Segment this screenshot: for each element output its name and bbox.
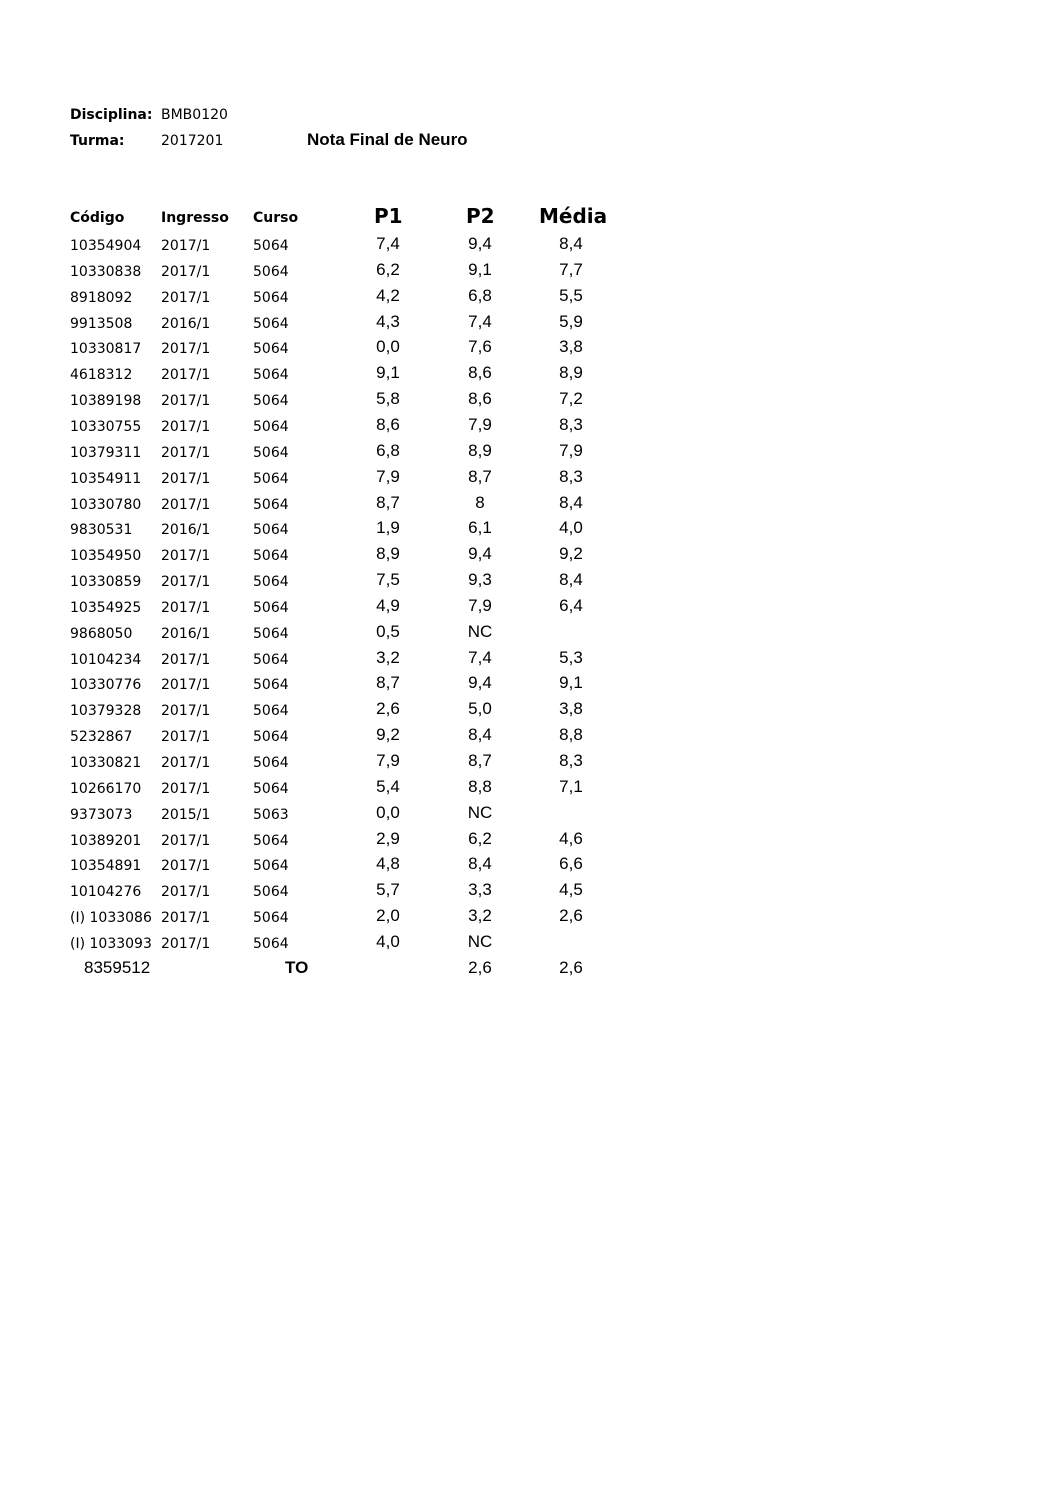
cell-p2: 9,4 — [468, 673, 492, 693]
cell-codigo: (I) 1033086 — [70, 910, 152, 927]
table-row — [0, 854, 1058, 880]
cell-p2: 8,7 — [468, 466, 492, 486]
cell-p2: NC — [467, 621, 493, 641]
cell-p1: 4,0 — [376, 931, 400, 951]
cell-codigo: 10266170 — [70, 780, 142, 797]
cell-ingresso: 2017/1 — [161, 393, 211, 410]
cell-p1: 7,9 — [376, 466, 400, 486]
cell-p1: 5,7 — [376, 880, 400, 900]
cell-curso: 5063 — [253, 806, 289, 823]
cell-codigo: 10354925 — [70, 599, 142, 616]
cell-curso: 5064 — [253, 238, 289, 254]
table-row — [0, 880, 1058, 906]
cell-codigo: 10104276 — [70, 884, 142, 901]
table-row — [0, 777, 1058, 803]
cell-ingresso: 2017/1 — [161, 574, 211, 591]
cell-ingresso: 2016/1 — [161, 625, 211, 642]
table-row — [0, 337, 1058, 363]
cell-media: 7,1 — [559, 776, 583, 796]
table-row — [0, 467, 1058, 493]
cell-codigo: 10330817 — [70, 341, 142, 358]
cell-p1: 3,2 — [376, 647, 400, 667]
table-row — [0, 648, 1058, 674]
cell-ingresso: 2015/1 — [161, 806, 211, 823]
cell-curso: 5064 — [253, 289, 289, 306]
cell-p2: 8,7 — [468, 751, 492, 770]
cell-media: 8,4 — [559, 570, 583, 590]
cell-media: 4,0 — [559, 518, 583, 538]
cell-ingresso: 2017/1 — [161, 263, 211, 280]
cell-curso: 5064 — [253, 935, 289, 952]
cell-media: 2,6 — [559, 906, 583, 926]
cell-codigo: 10330780 — [70, 496, 142, 513]
cell-curso: 5064 — [253, 884, 289, 901]
cell-media: 7,7 — [559, 259, 583, 279]
cell-curso: 5064 — [253, 393, 289, 410]
cell-p1: 2,0 — [376, 906, 400, 926]
cell-curso: 5064 — [253, 574, 289, 591]
cell-ingresso: 2017/1 — [161, 470, 211, 487]
cell-p2: 8,9 — [468, 440, 492, 460]
cell-p1: 9,1 — [376, 363, 400, 383]
cell-curso: 5064 — [253, 470, 289, 487]
cell-codigo: 10330838 — [70, 263, 142, 280]
disciplina-label: Disciplina: — [70, 107, 153, 123]
cell-p2: 9,3 — [468, 570, 492, 590]
column-header-curso: Curso — [253, 210, 299, 226]
cell-media: 6,6 — [559, 854, 583, 874]
cell-curso: TO — [285, 957, 309, 977]
cell-ingresso: 2017/1 — [161, 599, 211, 616]
cell-codigo: 10330776 — [70, 677, 142, 694]
cell-p1: 7,9 — [376, 751, 400, 770]
cell-p1: 4,3 — [376, 311, 400, 331]
cell-curso: 5064 — [253, 444, 289, 461]
cell-ingresso: 2017/1 — [161, 444, 211, 461]
cell-curso: 5064 — [253, 677, 289, 694]
cell-p2: NC — [467, 931, 493, 951]
cell-ingresso: 2017/1 — [161, 677, 211, 694]
cell-p1: 6,2 — [376, 259, 400, 279]
table-row — [0, 389, 1058, 415]
turma-label: Turma: — [70, 133, 125, 149]
cell-media: 8,3 — [559, 751, 583, 770]
cell-codigo: 10389201 — [70, 832, 142, 849]
cell-p2: 7,9 — [468, 414, 492, 434]
cell-codigo: 9868050 — [70, 625, 133, 642]
cell-codigo: 10354911 — [70, 470, 142, 487]
cell-p2: 6,2 — [468, 828, 492, 848]
cell-codigo: 10379328 — [70, 703, 142, 720]
cell-codigo: 10389198 — [70, 393, 142, 410]
cell-ingresso: 2016/1 — [161, 522, 211, 539]
cell-curso: 5064 — [253, 522, 289, 539]
cell-media: 6,4 — [559, 595, 583, 615]
cell-p2: 9,1 — [468, 259, 492, 279]
table-row — [0, 493, 1058, 519]
cell-codigo: 10379311 — [70, 444, 142, 461]
disciplina-value: BMB0120 — [161, 107, 228, 123]
cell-p2: 8,4 — [468, 725, 492, 745]
cell-media: 4,5 — [559, 880, 583, 900]
table-row — [0, 958, 1058, 984]
cell-p2: 7,6 — [468, 337, 492, 357]
cell-codigo: 8918092 — [70, 289, 133, 306]
cell-ingresso: 2017/1 — [161, 289, 211, 306]
cell-curso: 5064 — [253, 780, 289, 797]
cell-p1: 4,9 — [376, 595, 400, 615]
table-row — [0, 544, 1058, 570]
cell-p1: 5,8 — [376, 389, 400, 409]
cell-codigo: 10330859 — [70, 574, 142, 591]
cell-curso: 5064 — [253, 832, 289, 849]
cell-ingresso: 2017/1 — [161, 832, 211, 849]
table-row — [0, 415, 1058, 441]
column-header-ingresso: Ingresso — [161, 210, 229, 226]
cell-p1: 9,2 — [376, 725, 400, 745]
cell-codigo: 9830531 — [70, 522, 133, 539]
cell-ingresso: 2017/1 — [161, 780, 211, 797]
cell-p2: 3,3 — [468, 880, 492, 900]
cell-p1: 8,7 — [376, 492, 400, 512]
cell-curso: 5064 — [253, 367, 289, 384]
document-title: Nota Final de Neuro — [307, 130, 468, 149]
cell-curso: 5064 — [253, 703, 289, 720]
cell-p1: 2,6 — [376, 699, 400, 719]
cell-curso: 5064 — [253, 599, 289, 616]
cell-media: 9,2 — [559, 544, 583, 564]
cell-p2: 7,9 — [468, 595, 492, 615]
cell-ingresso: 2016/1 — [161, 315, 211, 332]
cell-ingresso: 2017/1 — [161, 910, 211, 927]
table-row — [0, 234, 1058, 260]
cell-curso: 5064 — [253, 729, 289, 746]
column-header-media: Média — [539, 204, 608, 228]
cell-media: 4,6 — [559, 828, 583, 848]
cell-p2: 6,8 — [468, 285, 492, 305]
cell-ingresso: 2017/1 — [161, 238, 211, 254]
table-row — [0, 699, 1058, 725]
cell-curso: 5064 — [253, 548, 289, 565]
cell-ingresso: 2017/1 — [161, 703, 211, 720]
cell-p2: 7,4 — [468, 311, 492, 331]
cell-media: 7,9 — [559, 440, 583, 460]
cell-ingresso: 2017/1 — [161, 858, 211, 875]
cell-codigo: 8359512 — [84, 957, 151, 977]
cell-p1: 7,4 — [376, 234, 400, 253]
cell-media: 9,1 — [559, 673, 583, 693]
table-row — [0, 803, 1058, 829]
cell-ingresso: 2017/1 — [161, 884, 211, 901]
cell-media: 5,5 — [559, 285, 583, 305]
cell-p1: 6,8 — [376, 440, 400, 460]
cell-ingresso: 2017/1 — [161, 548, 211, 565]
cell-ingresso: 2017/1 — [161, 935, 211, 952]
cell-curso: 5064 — [253, 496, 289, 513]
cell-p1: 4,2 — [376, 285, 400, 305]
table-row — [0, 596, 1058, 622]
cell-p2: 7,4 — [468, 647, 492, 667]
table-row — [0, 829, 1058, 855]
cell-p1: 4,8 — [376, 854, 400, 874]
cell-media: 8,9 — [559, 363, 583, 383]
cell-ingresso: 2017/1 — [161, 651, 211, 668]
cell-ingresso: 2017/1 — [161, 729, 211, 746]
cell-p1: 2,9 — [376, 828, 400, 848]
cell-curso: 5064 — [253, 755, 289, 771]
cell-p2: 6,1 — [468, 518, 492, 538]
cell-p2: 8 — [475, 492, 485, 512]
cell-p1: 0,5 — [376, 621, 400, 641]
cell-p2: 8,8 — [468, 776, 492, 796]
cell-p1: 1,9 — [376, 518, 400, 538]
table-row — [0, 673, 1058, 699]
table-row — [0, 570, 1058, 596]
table-row — [0, 441, 1058, 467]
column-header-p1: P1 — [374, 204, 403, 228]
cell-curso: 5064 — [253, 315, 289, 332]
cell-media: 3,8 — [559, 699, 583, 719]
cell-codigo: 10330821 — [70, 755, 142, 771]
table-row — [0, 932, 1058, 958]
cell-p2: 9,4 — [468, 234, 492, 253]
cell-p2: 3,2 — [468, 906, 492, 926]
cell-p1: 8,7 — [376, 673, 400, 693]
cell-codigo: 10354950 — [70, 548, 142, 565]
table-row — [0, 622, 1058, 648]
table-row — [0, 518, 1058, 544]
cell-codigo: 4618312 — [70, 367, 133, 384]
cell-codigo: (I) 1033093 — [70, 935, 152, 952]
cell-curso: 5064 — [253, 625, 289, 642]
cell-media: 5,3 — [559, 647, 583, 667]
table-row — [0, 751, 1058, 777]
cell-media: 5,9 — [559, 311, 583, 331]
cell-ingresso: 2017/1 — [161, 755, 211, 771]
cell-p1: 7,5 — [376, 570, 400, 590]
cell-p2: 9,4 — [468, 544, 492, 564]
cell-codigo: 9373073 — [70, 806, 133, 823]
cell-ingresso: 2017/1 — [161, 418, 211, 435]
cell-curso: 5064 — [253, 910, 289, 927]
table-row — [0, 286, 1058, 312]
table-row — [0, 260, 1058, 286]
cell-media: 7,2 — [559, 389, 583, 409]
cell-p2: 8,4 — [468, 854, 492, 874]
cell-media: 8,3 — [559, 466, 583, 486]
column-header-p2: P2 — [466, 204, 495, 228]
cell-p2: 5,0 — [468, 699, 492, 719]
cell-p2: 8,6 — [468, 389, 492, 409]
cell-p1: 5,4 — [376, 776, 400, 796]
turma-value: 2017201 — [161, 133, 224, 149]
cell-codigo: 5232867 — [70, 729, 133, 746]
cell-media: 8,4 — [559, 492, 583, 512]
table-row — [0, 725, 1058, 751]
cell-ingresso: 2017/1 — [161, 367, 211, 384]
cell-media: 8,4 — [559, 234, 583, 253]
cell-curso: 5064 — [253, 263, 289, 280]
cell-media: 8,3 — [559, 414, 583, 434]
cell-codigo: 10354891 — [70, 858, 142, 875]
cell-p1: 8,6 — [376, 414, 400, 434]
cell-curso: 5064 — [253, 418, 289, 435]
cell-codigo: 10104234 — [70, 651, 142, 668]
cell-p2: NC — [467, 802, 493, 822]
column-header-codigo: Código — [70, 210, 125, 226]
cell-p1: 8,9 — [376, 544, 400, 564]
cell-codigo: 10354904 — [70, 238, 142, 254]
cell-media: 2,6 — [559, 957, 583, 977]
cell-curso: 5064 — [253, 341, 289, 358]
cell-p1: 0,0 — [376, 802, 400, 822]
cell-codigo: 9913508 — [70, 315, 133, 332]
cell-curso: 5064 — [253, 651, 289, 668]
cell-ingresso: 2017/1 — [161, 496, 211, 513]
cell-p2: 8,6 — [468, 363, 492, 383]
cell-media: 3,8 — [559, 337, 583, 357]
cell-ingresso: 2017/1 — [161, 341, 211, 358]
cell-p2: 2,6 — [468, 957, 492, 977]
table-row — [0, 312, 1058, 338]
cell-media: 8,8 — [559, 725, 583, 745]
table-row — [0, 363, 1058, 389]
cell-p1: 0,0 — [376, 337, 400, 357]
cell-codigo: 10330755 — [70, 418, 142, 435]
cell-curso: 5064 — [253, 858, 289, 875]
table-row — [0, 906, 1058, 932]
